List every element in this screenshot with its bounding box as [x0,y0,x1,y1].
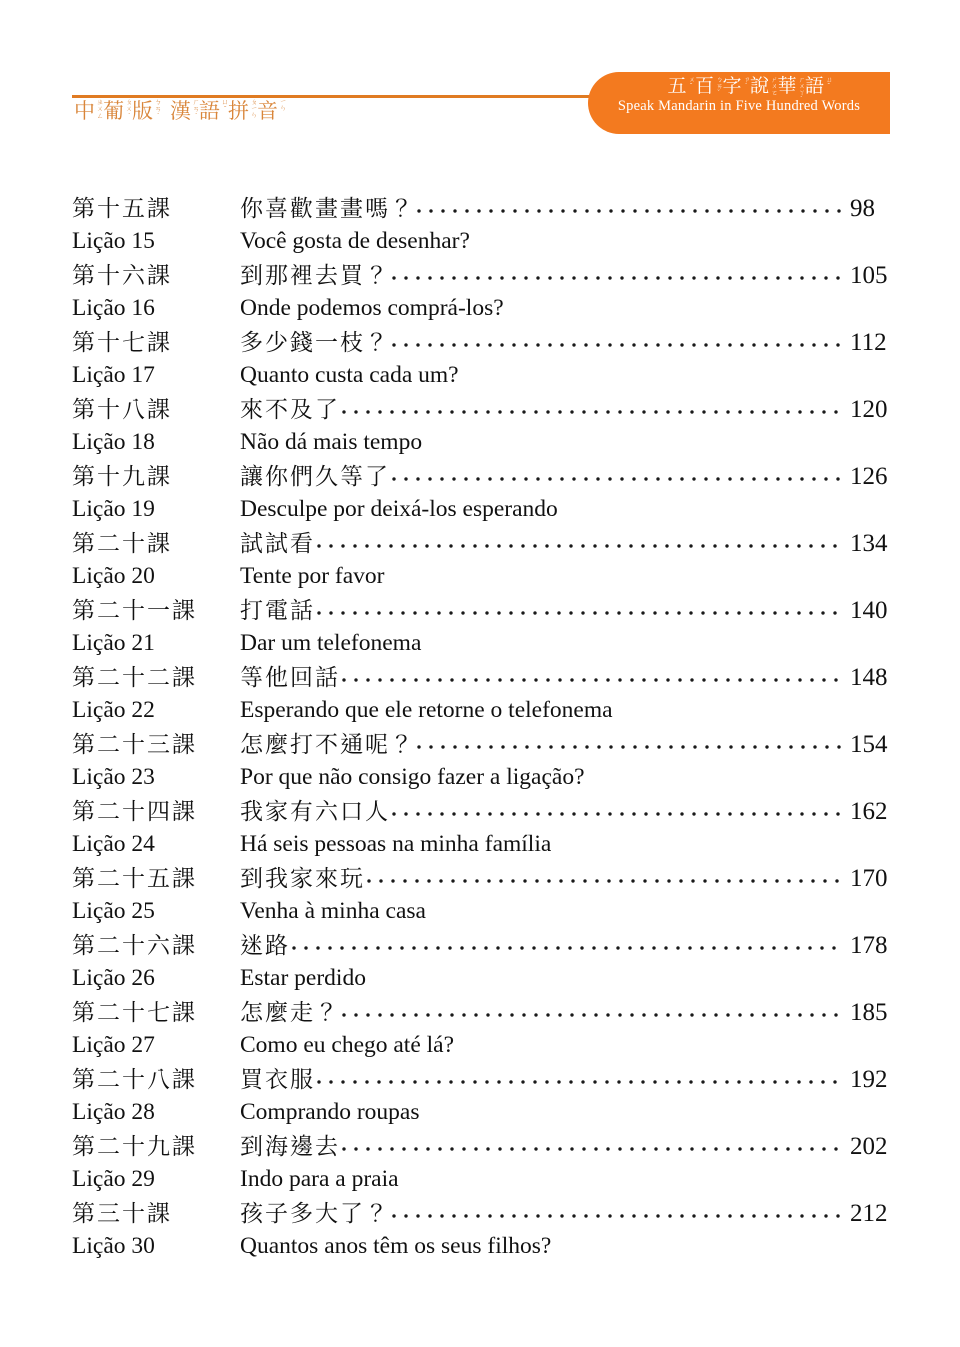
lesson-number-portuguese: Lição 16 [72,295,155,321]
page-number[interactable]: 202 [850,1133,888,1160]
toc-title-line [240,731,902,761]
lesson-title-portuguese: Esperando que ele retorne o telefonema [240,697,613,723]
lesson-title-chinese: 迷路 [240,933,290,958]
lesson-number-chinese: 第十九課 [72,464,172,489]
toc-entry-portuguese-row [0,227,960,260]
ruby-base: 語 [805,76,825,97]
lesson-title-chinese: 來不及了 [240,397,340,422]
toc-entry-chinese-row [0,327,960,361]
lesson-title-chinese: 到我家來玩 [240,866,365,891]
lesson-number-chinese: 第二十二課 [72,665,197,690]
lesson-number-portuguese: Lição 28 [72,1099,155,1125]
toc-entry[interactable] [0,729,960,796]
ruby-char [694,76,723,97]
dot-leader [392,803,844,823]
edition-label [74,98,288,124]
toc-entry-portuguese-row [0,361,960,394]
toc-entry[interactable] [0,863,960,930]
toc-entry-chinese-row [0,394,960,428]
ruby-char [170,98,201,124]
page-number[interactable]: 212 [850,1200,888,1227]
toc-entry-portuguese-row [0,1031,960,1064]
dot-leader [342,669,844,689]
toc-entry-chinese-row [0,193,960,227]
lesson-title-portuguese: Quantos anos têm os seus filhos? [240,1233,552,1259]
ruby-char [667,76,695,97]
lesson-number-portuguese: Lição 21 [72,630,155,656]
toc-entry-chinese-row [0,260,960,294]
lesson-title-portuguese: Indo para a praia [240,1166,399,1192]
ruby-char [257,98,288,124]
bopomofo-annotation: ㄓㄨㄥ [96,98,105,119]
page-number[interactable]: 185 [850,999,888,1026]
ruby-char [74,98,105,124]
toc-entry-chinese-row [0,662,960,696]
toc-entry[interactable] [0,193,960,260]
toc-entry[interactable] [0,1198,960,1265]
toc-entry-portuguese-row [0,1098,960,1131]
toc-title-line [240,597,902,627]
toc-entry-chinese-row [0,1131,960,1165]
dot-leader [392,267,844,287]
lesson-number-chinese: 第二十九課 [72,1134,197,1159]
lesson-number-portuguese: Lição 19 [72,496,155,522]
toc-entry[interactable] [0,260,960,327]
bopomofo-annotation: ㄏㄨㄚˊ [797,76,805,103]
toc-entry-portuguese-row [0,763,960,796]
toc-entry[interactable] [0,528,960,595]
bopomofo-annotation: ㄨˇ [687,76,695,90]
header-rule [72,95,602,98]
toc-title-line [240,329,902,359]
toc-title-line [240,262,902,292]
lesson-number-portuguese: Lição 24 [72,831,155,857]
lesson-title-portuguese: Quanto custa cada um? [240,362,459,388]
toc-title-line [240,396,902,426]
toc-entry-chinese-row [0,1198,960,1232]
table-of-contents [0,193,960,1265]
lesson-title-portuguese: Tente por favor [240,563,385,589]
toc-title-line [240,1200,902,1230]
ruby-base: 五 [667,76,687,97]
ruby-char [750,76,778,97]
lesson-title-chinese: 我家有六口人 [240,799,390,824]
toc-entry-chinese-row [0,595,960,629]
lesson-title-chinese: 怎麼走？ [240,1000,340,1025]
lesson-number-portuguese: Lição 17 [72,362,155,388]
lesson-number-chinese: 第二十三課 [72,732,197,757]
dot-leader [342,1138,844,1158]
toc-entry[interactable] [0,997,960,1064]
lesson-number-chinese: 第二十七課 [72,1000,197,1025]
toc-title-line [240,1066,902,1096]
page-number[interactable]: 154 [850,731,888,758]
lesson-number-portuguese: Lição 30 [72,1233,155,1259]
bopomofo-annotation: ㄩˇ [221,98,230,113]
toc-entry-portuguese-row [0,428,960,461]
toc-entry[interactable] [0,595,960,662]
lesson-number-portuguese: Lição 25 [72,898,155,924]
lesson-title-chinese: 讓你們久等了 [240,464,390,489]
page-number[interactable]: 120 [850,396,888,423]
lesson-number-portuguese: Lição 23 [72,764,155,790]
ruby-base: 中 [74,99,96,123]
bopomofo-annotation: ㄕㄨㄛ [770,76,778,96]
toc-title-line [240,1133,902,1163]
ruby-char [199,98,230,124]
toc-entry-portuguese-row [0,562,960,595]
toc-entry-chinese-row [0,528,960,562]
ruby-base: 字 [722,76,742,97]
lesson-title-portuguese: Há seis pessoas na minha família [240,831,552,857]
page-number[interactable]: 170 [850,865,888,892]
lesson-title-chinese: 等他回話 [240,665,340,690]
lesson-title-chinese: 怎麼打不通呢？ [240,732,415,757]
toc-entry[interactable] [0,394,960,461]
toc-entry-chinese-row [0,1064,960,1098]
toc-entry-chinese-row [0,930,960,964]
bopomofo-annotation: ㄧㄣ [279,98,288,111]
lesson-title-chinese: 到那裡去買？ [240,263,390,288]
toc-entry-chinese-row [0,863,960,897]
toc-title-line [240,463,902,493]
bopomofo-annotation: ㄅㄢˋ [154,98,163,120]
lesson-number-portuguese: Lição 29 [72,1166,155,1192]
dot-leader [317,602,844,622]
ruby-char [228,98,259,124]
lesson-title-chinese: 打電話 [240,598,315,623]
toc-entry-chinese-row [0,461,960,495]
toc-entry-chinese-row [0,729,960,763]
lesson-title-portuguese: Por que não consigo fazer a ligação? [240,764,585,790]
toc-title-line [240,865,902,895]
toc-title-line [240,530,902,560]
lesson-title-chinese: 孩子多大了？ [240,1201,390,1226]
lesson-title-portuguese: Como eu chego até lá? [240,1032,455,1058]
bopomofo-annotation: ㄅㄞˇ [715,76,723,96]
lesson-title-chinese: 試試看 [240,531,315,556]
toc-entry-chinese-row [0,997,960,1031]
bopomofo-annotation: ㄩˇ [825,76,833,90]
toc-title-line [240,664,902,694]
ruby-base: 語 [199,99,221,123]
page-number[interactable]: 162 [850,798,888,825]
brand-banner [588,72,890,134]
toc-entry-portuguese-row [0,897,960,930]
dot-leader [317,535,844,555]
lesson-number-chinese: 第二十一課 [72,598,197,623]
toc-title-line [240,932,902,962]
lesson-number-chinese: 第二十八課 [72,1067,197,1092]
dot-leader [392,468,844,488]
lesson-title-portuguese: Você gosta de desenhar? [240,228,470,254]
page-header [0,0,960,160]
brand-title-chinese [588,76,890,103]
toc-entry-portuguese-row [0,964,960,997]
dot-leader [292,937,844,957]
ruby-char [132,98,163,124]
ruby-char [777,76,805,103]
lesson-number-portuguese: Lição 22 [72,697,155,723]
dot-leader [392,334,844,354]
toc-entry[interactable] [0,461,960,528]
toc-entry-portuguese-row [0,1165,960,1198]
toc-entry[interactable] [0,662,960,729]
lesson-title-portuguese: Estar perdido [240,965,366,991]
lesson-title-portuguese: Não dá mais tempo [240,429,423,455]
dot-leader [342,401,844,421]
dot-leader [417,736,844,756]
toc-entry[interactable] [0,1131,960,1198]
ruby-base: 拼 [228,99,250,123]
lesson-number-chinese: 第二十五課 [72,866,197,891]
toc-entry-portuguese-row [0,696,960,729]
toc-entry-portuguese-row [0,495,960,528]
page-number[interactable]: 98 [850,195,875,222]
lesson-number-portuguese: Lição 26 [72,965,155,991]
lesson-number-portuguese: Lição 15 [72,228,155,254]
lesson-number-chinese: 第十五課 [72,196,172,221]
lesson-number-portuguese: Lição 27 [72,1032,155,1058]
page-number[interactable]: 140 [850,597,888,624]
ruby-char [722,76,750,97]
toc-title-line [240,195,902,225]
dot-leader [342,1004,844,1024]
toc-entry[interactable] [0,327,960,394]
bopomofo-annotation: ㄗˋ [742,76,750,90]
lesson-number-chinese: 第三十課 [72,1201,172,1226]
lesson-number-portuguese: Lição 20 [72,563,155,589]
toc-entry-portuguese-row [0,830,960,863]
lesson-title-portuguese: Dar um telefonema [240,630,422,656]
lesson-number-chinese: 第十七課 [72,330,172,355]
toc-entry[interactable] [0,796,960,863]
page-number[interactable]: 112 [850,329,887,356]
toc-entry[interactable] [0,930,960,997]
lesson-number-chinese: 第十八課 [72,397,172,422]
toc-entry-portuguese-row [0,629,960,662]
page-number[interactable]: 134 [850,530,888,557]
page-number[interactable]: 126 [850,463,888,490]
lesson-number-chinese: 第二十課 [72,531,172,556]
ruby-char [103,98,134,124]
page-number[interactable]: 148 [850,664,888,691]
lesson-title-portuguese: Desculpe por deixá-los esperando [240,496,558,522]
lesson-title-chinese: 你喜歡畫畫嗎？ [240,196,415,221]
brand-subtitle-english: Speak Mandarin in Five Hundred Words [617,98,861,114]
bopomofo-annotation: ㄆㄨˊ [125,98,134,120]
lesson-number-chinese: 第二十六課 [72,933,197,958]
ruby-base: 音 [257,99,279,123]
dot-leader [392,1205,844,1225]
ruby-base: 百 [694,76,715,97]
lesson-title-portuguese: Venha à minha casa [240,898,426,924]
toc-entry-portuguese-row [0,294,960,327]
lesson-number-chinese: 第十六課 [72,263,172,288]
lesson-title-chinese: 到海邊去 [240,1134,340,1159]
ruby-base: 版 [132,99,154,123]
dot-leader [367,870,844,890]
ruby-base: 說 [750,76,770,97]
ruby-base: 華 [777,76,798,97]
lesson-number-portuguese: Lição 18 [72,429,155,455]
toc-entry-chinese-row [0,796,960,830]
toc-title-line [240,798,902,828]
page-number[interactable]: 192 [850,1066,888,1093]
dot-leader [317,1071,844,1091]
dot-leader [417,200,844,220]
ruby-char [805,76,833,97]
lesson-title-chinese: 買衣服 [240,1067,315,1092]
toc-title-line [240,999,902,1029]
page-number[interactable]: 178 [850,932,888,959]
toc-entry-portuguese-row [0,1232,960,1265]
toc-entry[interactable] [0,1064,960,1131]
page-number[interactable]: 105 [850,262,888,289]
lesson-title-portuguese: Onde podemos comprá-los? [240,295,504,321]
lesson-title-portuguese: Comprando roupas [240,1099,420,1125]
lesson-number-chinese: 第二十四課 [72,799,197,824]
ruby-base: 漢 [170,99,192,123]
ruby-base: 葡 [103,99,125,123]
bopomofo-annotation: ㄏㄢˋ [192,98,201,120]
bopomofo-annotation: ㄆㄧㄣ [250,98,259,118]
lesson-title-chinese: 多少錢一枝？ [240,330,390,355]
